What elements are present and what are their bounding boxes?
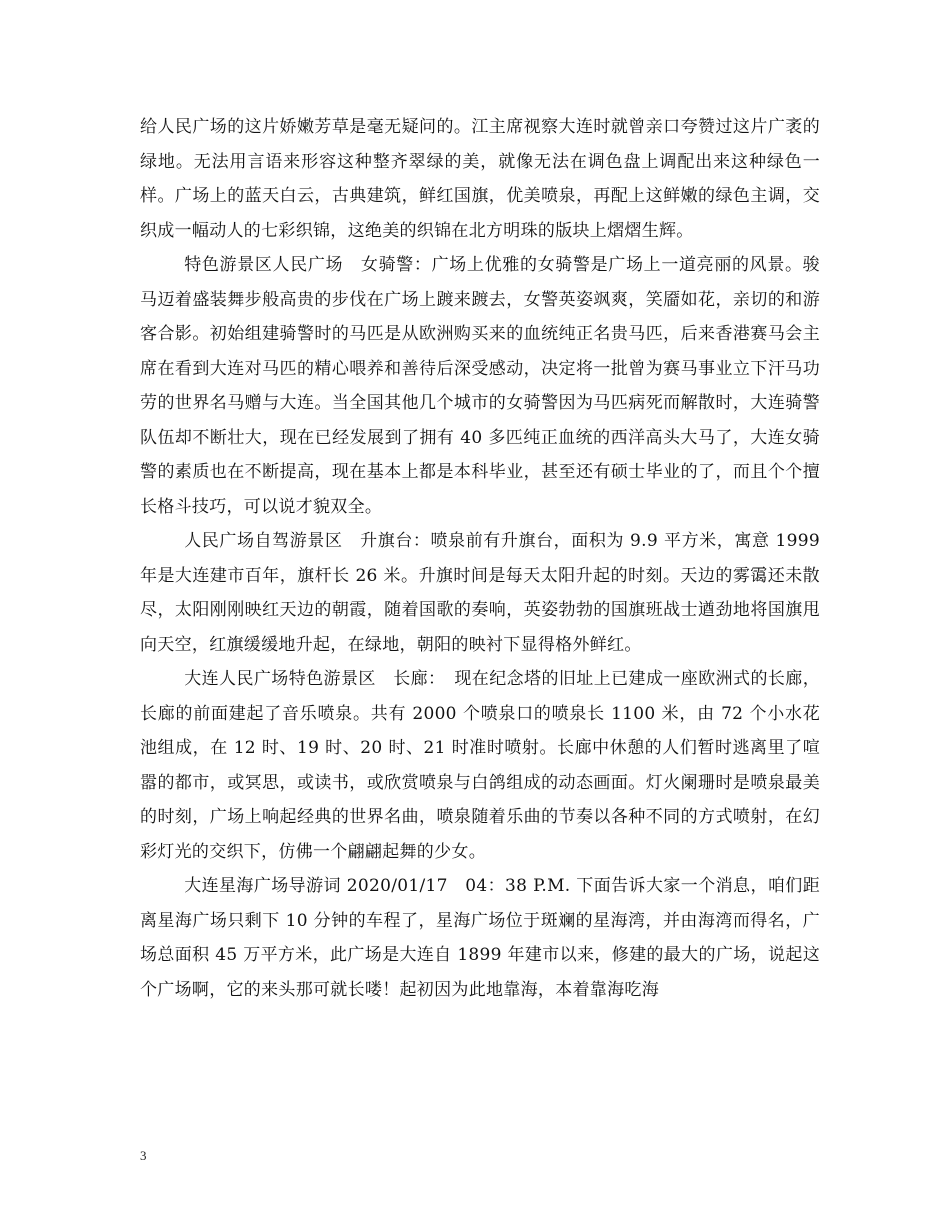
document-body: [140, 110, 820, 1007]
paragraph-xinghai-square: 大连星海广场导游词 2020/01/17 04：38 P.M. 下面告诉大家一个消息，咱们距离星海广场只剩下 10 分钟的车程了，星海广场位于斑斓的星海湾，并由海湾而得名，广场总面积 45 万平方米，此广场是大连自 1899 年建市以来，修建的最大的广场，说起这个广场啊，它的来头那可就长喽！起初因为此地靠海，本着靠海吃海: [140, 876, 820, 1000]
paragraph-female-mounted-police: 特色游景区人民广场 女骑警：广场上优雅的女骑警是广场上一道亮丽的风景。骏马迈着盛装舞步般高贵的步伐在广场上踱来踱去，女警英姿飒爽，笑靥如花，亲切的和游客合影。初始组建骑警时的马匹是从欧洲购买来的血统纯正名贵马匹，后来香港赛马会主席在看到大连对马匹的精心喂养和善待后深受感动，决定将一批曾为赛马事业立下汗马功劳的世界名马赠与大连。当全国其他几个城市的女骑警因为马匹病死而解散时，大连骑警队伍却不断壮大，现在已经发展到了拥有 40 多匹纯正血统的西洋高头大马了，大连女骑警的素质也在不断提高，现在基本上都是本科毕业，甚至还有硕士毕业的了，而且个个擅长格斗技巧，可以说才貌双全。: [140, 255, 820, 517]
paragraph-flag-platform: 人民广场自驾游景区 升旗台：喷泉前有升旗台，面积为 9.9 平方米，寓意 1999 年是大连建市百年，旗杆长 26 米。升旗时间是每天太阳升起的时刻。天边的雾霭还未散尽，太阳刚刚映红天边的朝霞，随着国歌的奏响，英姿勃勃的国旗班战士遒劲地将国旗甩向天空，红旗缓缓地升起，在绿地，朝阳的映衬下显得格外鲜红。: [140, 531, 820, 655]
paragraph-corridor: 大连人民广场特色游景区 长廊： 现在纪念塔的旧址上已建成一座欧洲式的长廊，长廊的前面建起了音乐喷泉。共有 2000 个喷泉口的喷泉长 1100 米，由 72 个小水花池组成，在 12 时、19 时、20 时、21 时准时喷射。长廊中休憩的人们暂时逃离里了喧嚣的都市，或冥思，或读书，或欣赏喷泉与白鸽组成的动态画面。灯火阑珊时是喷泉最美的时刻，广场上响起经典的世界名曲，喷泉随着乐曲的节奏以各种不同的方式喷射，在幻彩灯光的交织下，仿佛一个翩翩起舞的少女。: [140, 669, 820, 862]
paragraph-continued: 给人民广场的这片娇嫩芳草是毫无疑问的。江主席视察大连时就曾亲口夸赞过这片广袤的绿地。无法用言语来形容这种整齐翠绿的美，就像无法在调色盘上调配出来这种绿色一样。广场上的蓝天白云，古典建筑，鲜红国旗，优美喷泉，再配上这鲜嫩的绿色主调，交织成一幅动人的七彩织锦，这绝美的织锦在北方明珠的版块上熠熠生辉。: [140, 117, 820, 241]
page-number: 3: [140, 1148, 147, 1163]
